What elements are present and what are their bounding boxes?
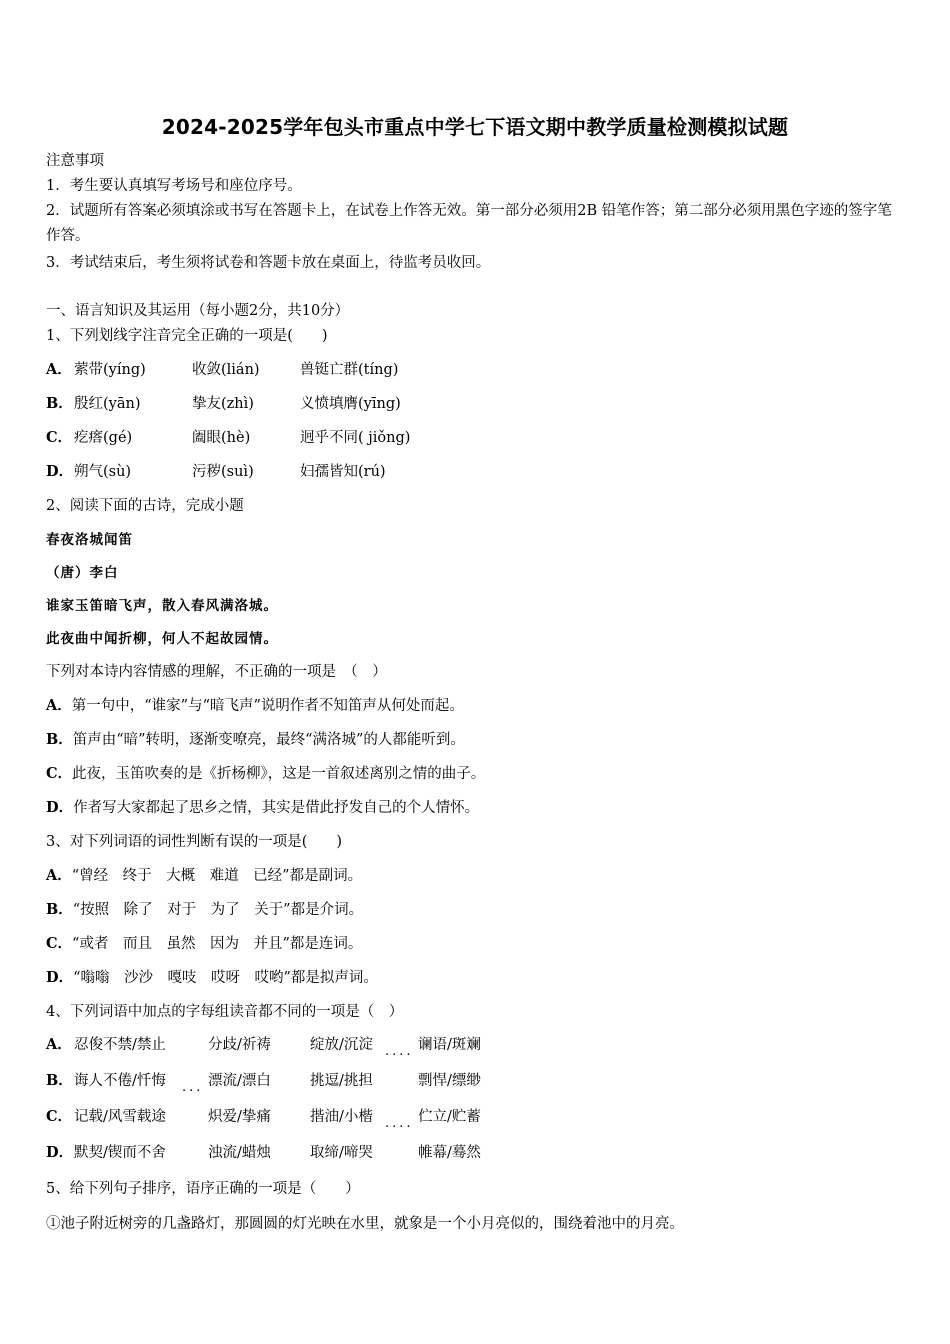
option-row: D．作者写大家都起了思乡之情，其实是借此抒发自己的个人情怀。 [46,799,480,816]
question-stem: 2、阅读下面的古诗，完成小题 [46,498,244,514]
option-label: A． [46,1036,72,1053]
option-label: A． [46,361,72,378]
poem-line: 谁家玉笛暗飞声，散入春风满洛城。 [46,598,278,614]
notice-item: 2．试题所有答案必须填涂或书写在答题卡上，在试卷上作答无效。第一部分必须用2B 铅笔作答；第二部分必须用黑色字迹的签字笔作答。 [46,203,892,244]
option-item: 默契/锲而不舍 [74,1145,166,1161]
option-row: B．笛声由“暗”转明，逐渐变嘹亮，最终“满洛城”的人都能听到。 [46,731,465,748]
option-item: 殷红(yān) [74,396,141,412]
option-label: C． [46,1108,73,1125]
option-item: 谰语/斑斓 [418,1037,481,1053]
option-row: C．“或者 而且 虽然 因为 并且”都是连词。 [46,935,363,952]
option-item: 萦带(yíng) [74,362,146,378]
option-item: 朔气(sù) [74,464,132,480]
option-item: 剽悍/缥缈 [418,1073,481,1089]
option-label: D． [46,463,74,480]
option-row: B．“按照 除了 对于 为了 关于”都是介词。 [46,901,364,918]
option-item: 兽铤亡群(tíng) [300,362,399,378]
option-item: 义愤填膺(yīng) [300,396,401,412]
question-stem: 3、对下列词语的词性判断有误的一项是( ) [46,834,343,850]
option-item: 绽放/沉淀 [310,1037,373,1053]
option-item: 记载/风雪载途 [74,1109,166,1125]
option-item: 污秽(suì) [192,464,254,480]
poem-title: 春夜洛城闻笛 [46,532,133,548]
question-stem: 4、下列词语中加点的字每组读音都不同的一项是（ ） [46,1004,404,1020]
option-item: 揩油/小楷 [310,1109,373,1125]
option-item: 收敛(lián) [192,362,260,378]
emphasis-dots: .... [385,1116,414,1131]
option-item: 帷幕/蓦然 [418,1145,481,1161]
option-label: B． [46,395,73,412]
option-item: 浊流/蜡烛 [208,1145,271,1161]
notice-heading: 注意事项 [46,153,104,169]
option-row: D．“嗡嗡 沙沙 嘎吱 哎呀 哎哟”都是拟声词。 [46,969,378,986]
section-heading: 一、语言知识及其运用（每小题2分，共10分） [46,303,350,319]
option-item: 疙瘩(gé) [74,430,133,446]
sub-question-stem: 下列对本诗内容情感的理解，不正确的一项是 （ ） [46,664,387,680]
option-item: 分歧/祈祷 [208,1037,271,1053]
option-item: 伫立/贮蓄 [418,1109,481,1125]
option-label: D． [46,1144,74,1161]
option-item: 阖眼(hè) [192,430,251,446]
question-stem: 5、给下列句子排序，语序正确的一项是（ ） [46,1181,360,1197]
emphasis-dots: ... [182,1080,204,1095]
option-row: A．第一句中，“谁家”与“暗飞声”说明作者不知笛声从何处而起。 [46,697,464,714]
option-item: 妇孺皆知(rú) [300,464,386,480]
notice-item: 1．考生要认真填写考场号和座位序号。 [46,178,302,194]
sentence-item: ①池子附近树旁的几盏路灯，那圆圆的灯光映在水里，就象是一个小月亮似的，围绕着池中的月亮。 [46,1216,684,1232]
option-item: 忍俊不禁/禁止 [74,1037,166,1053]
option-item: 炽爱/挚痛 [208,1109,271,1125]
option-label: B． [46,1072,73,1089]
option-item: 漂流/漂白 [208,1073,271,1089]
option-item: 迥乎不同( jiǒng) [300,430,411,446]
page-title: 2024-2025学年包头市重点中学七下语文期中教学质量检测模拟试题 [161,115,789,139]
poem-author: （唐）李白 [46,565,119,581]
emphasis-dots: .... [385,1044,414,1059]
option-row: C．此夜，玉笛吹奏的是《折杨柳》，这是一首叙述离别之情的曲子。 [46,765,486,782]
option-label: C． [46,429,73,446]
option-item: 诲人不倦/忏悔 [74,1073,166,1089]
question-stem: 1、下列划线字注音完全正确的一项是( ) [46,328,328,344]
option-item: 取缔/啼哭 [310,1145,373,1161]
option-row: A．“曾经 终于 大概 难道 已经”都是副词。 [46,867,363,884]
notice-item: 3．考试结束后，考生须将试卷和答题卡放在桌面上，待监考员收回。 [46,255,491,271]
poem-line: 此夜曲中闻折柳，何人不起故园情。 [46,631,278,647]
option-item: 挚友(zhì) [192,396,254,412]
option-item: 挑逗/挑担 [310,1073,373,1089]
